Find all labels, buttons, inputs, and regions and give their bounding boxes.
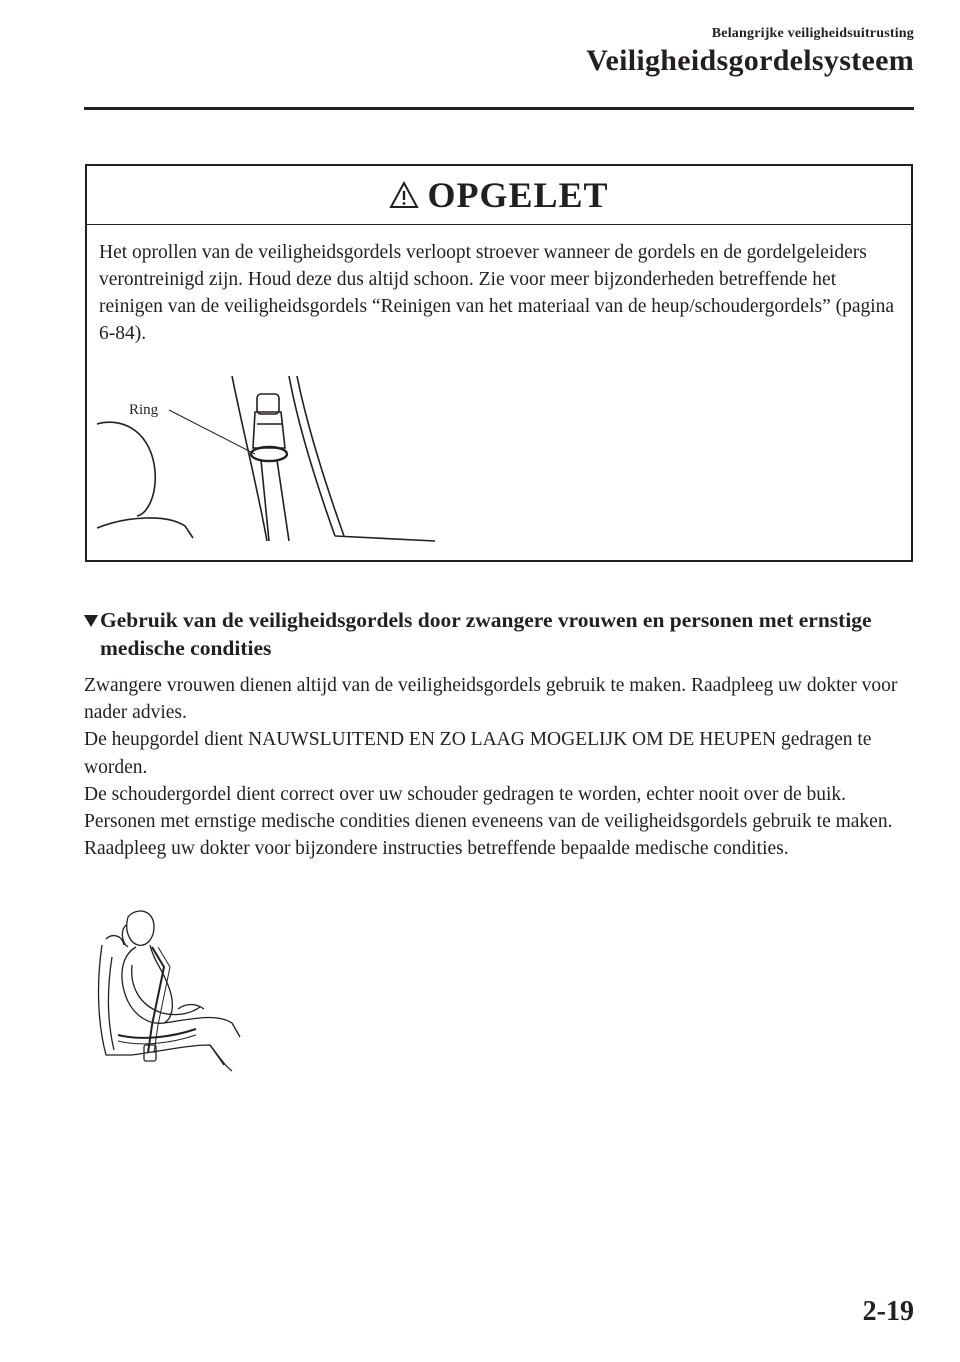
section-heading-text: Gebruik van de veiligheidsgordels door zwangere vrouwen en personen met ernstige medische condities: [100, 608, 872, 660]
header-divider: [84, 107, 914, 110]
triangle-down-icon: [84, 614, 98, 628]
body-paragraph: Personen met ernstige medische condities dienen eveneens van de veiligheidsgordels gebruik te maken. Raadpleeg uw dokter voor bijzondere instructies betreffende bepaalde medische condities.: [84, 811, 893, 860]
seatbelt-ring-illustration: [97, 376, 457, 556]
ring-label: Ring: [129, 402, 159, 418]
warning-triangle-icon: [389, 181, 419, 209]
caution-title: OPGELET: [427, 175, 609, 215]
body-paragraph: Zwangere vrouwen dienen altijd van de veiligheidsgordels gebruik te maken. Raadpleeg uw dokter voor nader advies.: [84, 675, 898, 724]
running-head: [586, 26, 914, 78]
section-heading: [84, 606, 914, 662]
chapter-title: Veiligheidsgordelsysteem: [586, 44, 914, 77]
section-label: Belangrijke veiligheidsuitrusting: [711, 26, 914, 41]
pregnant-woman-seatbelt-illustration: [92, 905, 252, 1075]
section-body: [84, 672, 924, 862]
caution-text: Het oprollen van de veiligheidsgordels verloopt stroever wanneer de gordels en de gordelgeleiders verontreinigd zijn. Houd deze dus altijd schoon. Zie voor meer bijzonderheden betreffende het reinigen van de veiligheidsgordels “Reinigen van het materiaal van de heup/schoudergordels” (pagina 6-84).: [99, 242, 895, 344]
caution-header: [87, 166, 911, 225]
body-paragraph: De heupgordel dient NAUWSLUITEND EN ZO LAAG MOGELIJK OM DE HEUPEN gedragen te worden.: [84, 729, 872, 778]
page-number: 2-19: [862, 1296, 914, 1327]
body-paragraph: De schoudergordel dient correct over uw schouder gedragen te worden, echter nooit over de buik.: [84, 783, 847, 805]
caution-box: [85, 164, 913, 562]
